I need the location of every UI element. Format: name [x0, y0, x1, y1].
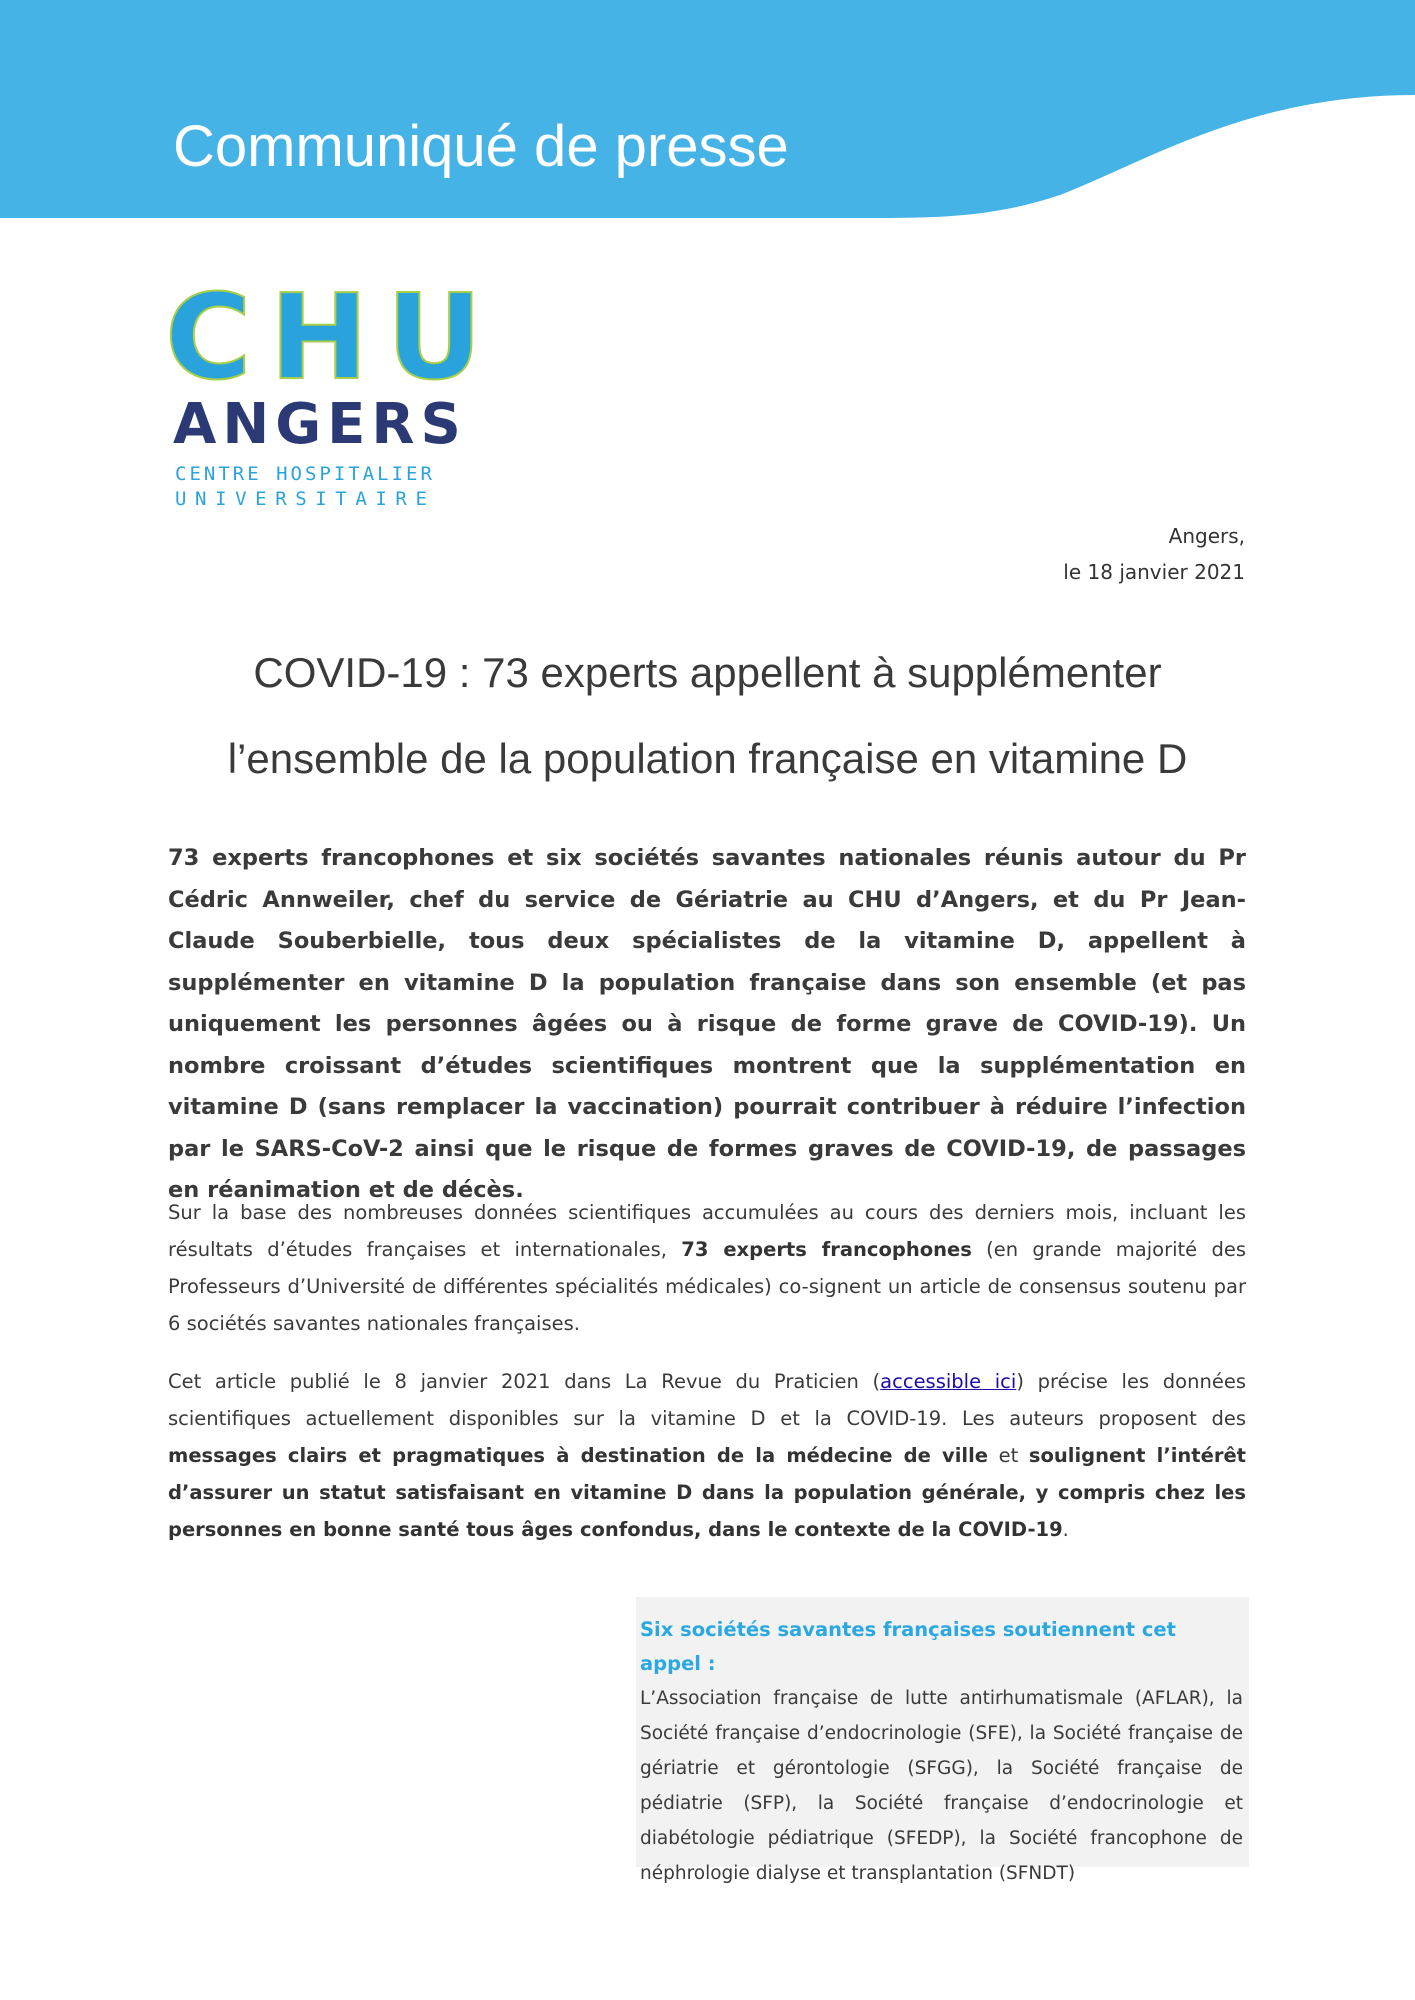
intro-paragraph: 73 experts francophones et six sociétés savantes nationales réunis autour du Pr Cédric Annweiler, chef du service de Gériatrie au CHU d’Angers, et du Pr Jean-Claude Souberbielle, tous deux spécialistes de la vitamine D, appellent à supplémenter en vitamine D la population française dans son ensemble (et pas uniquement les personnes âgées ou à risque de forme grave de COVID-19). Un nombre croissant d’études scientifiques montrent que la supplémentation en vitamine D (sans remplacer la vaccination) pourrait contribuer à réduire l’infection par le SARS-CoV-2 ainsi que le risque de formes graves de COVID-19, de passages en réanimation et de décès.	[168, 845, 1246, 1203]
logo-chu-text: CHU	[165, 268, 501, 406]
p3-bold-1: messages clairs et pragmatiques à destination de la médecine de ville	[168, 1444, 989, 1467]
logo-city-text: ANGERS	[173, 392, 467, 457]
body-paragraph-2	[168, 1363, 1246, 1548]
p3-text-4: .	[1062, 1518, 1069, 1541]
headline-line2: l’ensemble de la population française en vitamine D	[227, 735, 1188, 782]
p3-bold-2: soulignent l’intérêt d’assurer un statut satisfaisant en vitamine D dans la population générale, y compris chez les personnes en bonne santé tous âges confondus, dans le contexte de la COVID-19	[168, 1444, 1247, 1541]
societies-box	[636, 1597, 1249, 1884]
banner-title: Communiqué de presse	[173, 114, 789, 179]
headline	[170, 630, 1245, 802]
p3-text-1: Cet article publié le 8 janvier 2021 dans La Revue du Praticien (	[168, 1370, 881, 1393]
societies-text: L’Association française de lutte antirhumatismale (AFLAR), la Société française d’endocrinologie (SFE), la Société française de gériatrie et gérontologie (SFGG), la Société française de pédiatrie (SFP), la Société française d’endocrinologie et diabétologie pédiatrique (SFEDP), la Société francophone de néphrologie dialyse et transplantation (SFNDT)	[640, 1688, 1243, 1884]
p2-bold: 73 experts francophones	[681, 1238, 972, 1261]
headline-line1: COVID-19 : 73 experts appellent à supplémenter	[253, 649, 1162, 696]
p3-text-2: ) précise les données scientifiques actuellement disponibles sur la vitamine D et la COVID-19. Les auteurs proposent des	[168, 1370, 1246, 1430]
societies-title: Six sociétés savantes françaises soutiennent cet appel :	[640, 1618, 1176, 1675]
chu-angers-logo	[165, 268, 501, 513]
p2-text-1: Sur la base des nombreuses données scientifiques accumulées au cours des derniers mois, incluant les résultats d’études françaises et internationales,	[168, 1201, 1246, 1261]
body-paragraph-1	[168, 1194, 1246, 1342]
dateline-city: Angers,	[1168, 524, 1245, 548]
p2-text-2: (en grande majorité des Professeurs d’Université de différentes spécialités médicales) co-signent un article de consensus soutenu par 6 sociétés savantes nationales françaises.	[168, 1238, 1246, 1335]
accessible-ici-link[interactable]: accessible ici	[880, 1370, 1017, 1393]
dateline-date: le 18 janvier 2021	[1063, 560, 1245, 584]
logo-line1-text: CENTRE HOSPITALIER	[175, 463, 435, 485]
p3-text-3: et	[988, 1444, 1029, 1467]
logo-line2-text: UNIVERSITAIRE	[175, 488, 436, 510]
dateline	[1063, 518, 1245, 590]
